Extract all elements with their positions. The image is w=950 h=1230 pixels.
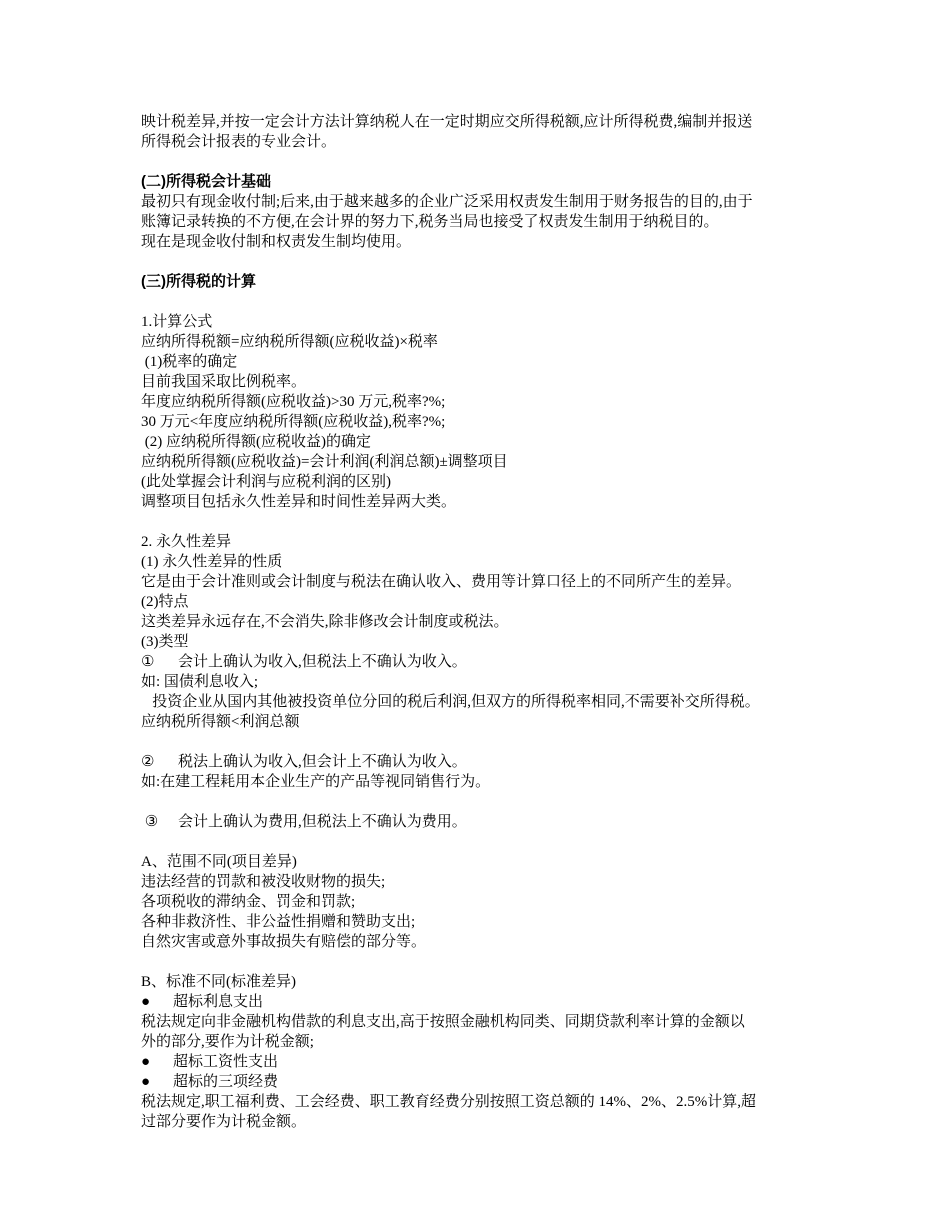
calc-line-6: 30 万元<年度应纳税所得额(应税收益),税率?%; bbox=[141, 414, 446, 430]
scope-diff-line-1: A、范围不同(项目差异) bbox=[141, 854, 297, 870]
permanent-diff-line-2: (1) 永久性差异的性质 bbox=[141, 554, 283, 570]
scope-diff-line-3: 各项税收的滞纳金、罚金和罚款; bbox=[141, 894, 356, 910]
spacer bbox=[141, 252, 821, 272]
circled-two-marker: ② bbox=[141, 754, 155, 770]
section-3-heading: (三)所得税的计算 bbox=[141, 273, 256, 290]
permanent-diff-line-6: (3)类型 bbox=[141, 634, 189, 650]
calc-line-10: 调整项目包括永久性差异和时间性差异两大类。 bbox=[141, 494, 457, 510]
type-3-text: 会计上确认为费用,但税法上不确认为费用。 bbox=[178, 814, 467, 830]
calc-line-4: 目前我国采取比例税率。 bbox=[141, 374, 307, 390]
spacer bbox=[141, 512, 821, 532]
type-2-line-2: 如:在建工程耗用本企业生产的产品等视同销售行为。 bbox=[141, 774, 491, 790]
section-2-heading: (二)所得税会计基础 bbox=[141, 173, 271, 190]
bullet-item-2-text: 超标工资性支出 bbox=[173, 1054, 279, 1070]
type-2-text: 税法上确认为收入,但会计上不确认为收入。 bbox=[178, 754, 467, 770]
spacer bbox=[141, 832, 821, 852]
scope-diff-line-2: 违法经营的罚款和被没收财物的损失; bbox=[141, 874, 386, 890]
intro-line-1: 映计税差异,并按一定会计方法计算纳税人在一定时期应交所得税额,应计所得税费,编制并报送 bbox=[141, 114, 753, 130]
permanent-diff-line-1: 2. 永久性差异 bbox=[141, 534, 232, 550]
circled-one-marker: ① bbox=[141, 654, 155, 670]
calc-line-3: (1)税率的确定 bbox=[141, 354, 238, 370]
calc-line-1: 1.计算公式 bbox=[141, 314, 213, 330]
bullet-icon: ● bbox=[141, 1074, 151, 1090]
spacer bbox=[141, 792, 821, 812]
type-3-line bbox=[141, 812, 821, 832]
permanent-diff-line-3: 它是由于会计准则或会计制度与税法在确认收入、费用等计算口径上的不同所产生的差异。 bbox=[141, 574, 742, 590]
spacer bbox=[141, 152, 821, 172]
standard-diff-line-1: B、标准不同(标准差异) bbox=[141, 974, 296, 990]
calc-line-7: (2) 应纳税所得额(应税收益)的确定 bbox=[141, 434, 371, 450]
standard-diff-para-1-line-1: 税法规定向非金融机构借款的利息支出,高于按照金融机构同类、同期贷款利率计算的金额以 bbox=[141, 1014, 745, 1030]
permanent-diff-line-4: (2)特点 bbox=[141, 594, 189, 610]
type-1-line bbox=[141, 652, 821, 672]
section-2-line-1: 最初只有现金收付制;后来,由于越来越多的企业广泛采用权责发生制用于财务报告的目的,由于 bbox=[141, 194, 753, 210]
type-1-text: 会计上确认为收入,但税法上不确认为收入。 bbox=[178, 654, 467, 670]
scope-diff-line-4: 各种非救济性、非公益性捐赠和赞助支出; bbox=[141, 914, 416, 930]
type-1-line-4: 应纳税所得额<利润总额 bbox=[141, 714, 300, 730]
calc-line-5: 年度应纳税所得额(应税收益)>30 万元,税率?%; bbox=[141, 394, 446, 410]
section-2-line-3: 现在是现金收付制和权责发生制均使用。 bbox=[141, 234, 412, 250]
type-1-line-2: 如: 国债利息收入; bbox=[141, 674, 259, 690]
calc-line-8: 应纳税所得额(应税收益)=会计利润(利润总额)±调整项目 bbox=[141, 454, 508, 470]
bullet-item-2 bbox=[141, 1052, 821, 1072]
spacer bbox=[141, 732, 821, 752]
calc-line-9: (此处掌握会计利润与应税利润的区别) bbox=[141, 474, 391, 490]
bullet-item-1 bbox=[141, 992, 821, 1012]
bullet-item-3-text: 超标的三项经费 bbox=[173, 1074, 279, 1090]
document-page bbox=[141, 112, 821, 1132]
spacer bbox=[141, 292, 821, 312]
standard-diff-para-2-line-2: 过部分要作为计税金额。 bbox=[141, 1114, 307, 1130]
spacer bbox=[141, 952, 821, 972]
bullet-icon: ● bbox=[141, 1054, 151, 1070]
permanent-diff-line-5: 这类差异永远存在,不会消失,除非修改会计制度或税法。 bbox=[141, 614, 509, 630]
calc-line-2: 应纳所得税额=应纳税所得额(应税收益)×税率 bbox=[141, 334, 438, 350]
circled-three-marker: ③ bbox=[141, 814, 159, 830]
scope-diff-line-5: 自然灾害或意外事故损失有赔偿的部分等。 bbox=[141, 934, 427, 950]
intro-line-2: 所得税会计报表的专业会计。 bbox=[141, 134, 337, 150]
bullet-icon: ● bbox=[141, 994, 151, 1010]
type-1-line-3: 投资企业从国内其他被投资单位分回的税后利润,但双方的所得税率相同,不需要补交所得税。 bbox=[141, 694, 760, 710]
bullet-item-3 bbox=[141, 1072, 821, 1092]
standard-diff-para-1-line-2: 外的部分,要作为计税金额; bbox=[141, 1034, 314, 1050]
type-2-line bbox=[141, 752, 821, 772]
section-2-line-2: 账簿记录转换的不方便,在会计界的努力下,税务当局也接受了权责发生制用于纳税目的。 bbox=[141, 214, 719, 230]
standard-diff-para-2-line-1: 税法规定,职工福利费、工会经费、职工教育经费分别按照工资总额的 14%、2%、2.5%计算,超 bbox=[141, 1094, 756, 1110]
bullet-item-1-text: 超标利息支出 bbox=[173, 994, 264, 1010]
